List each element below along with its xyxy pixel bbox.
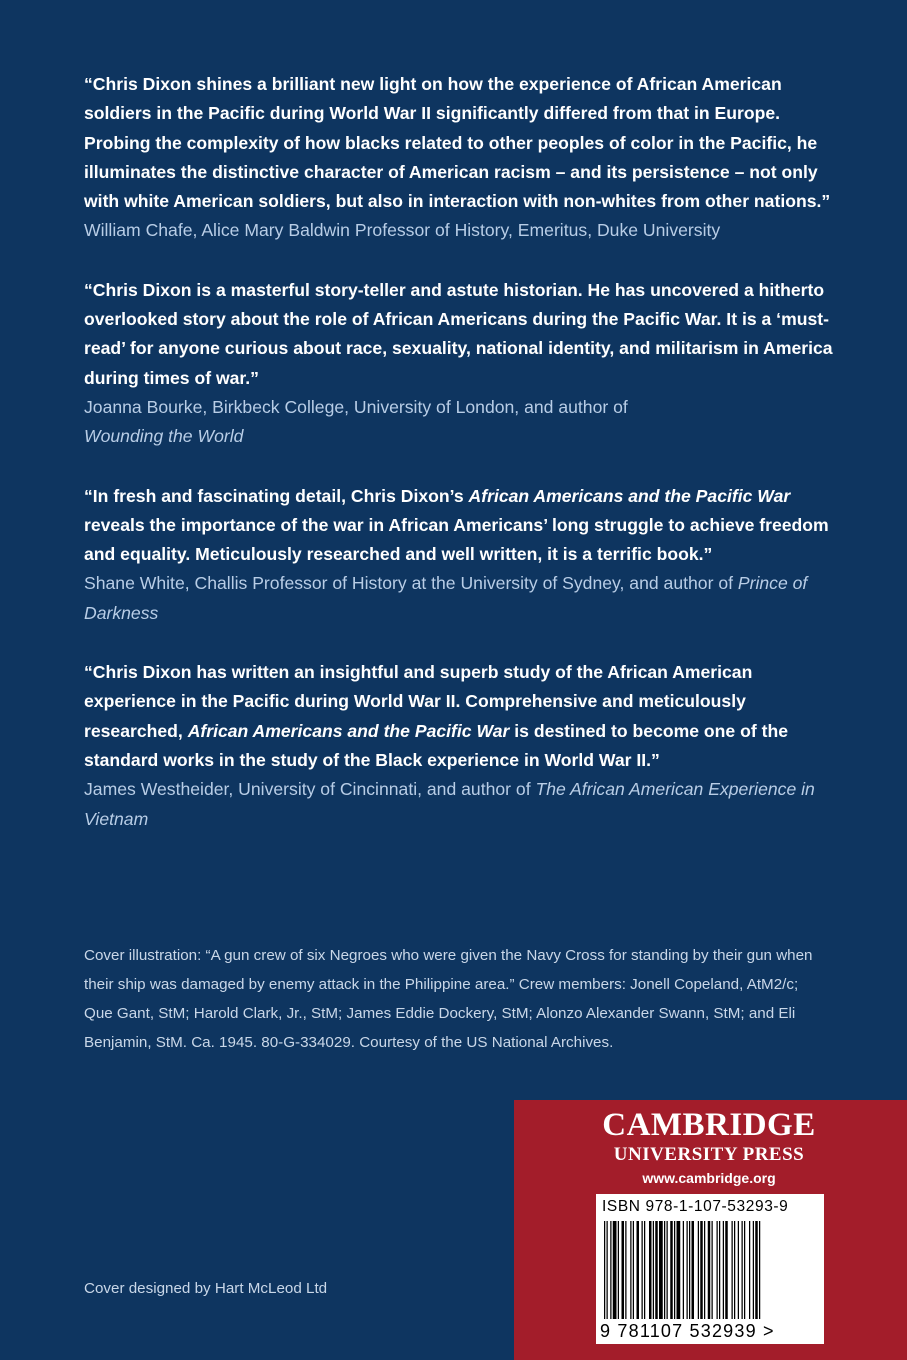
cover-designer-credit: Cover designed by Hart McLeod Ltd [84,1280,328,1297]
quote-text-before: “In fresh and fascinating detail, Chris Dixon’s [84,485,464,506]
publisher-panel [514,1100,907,1360]
barcode-bar [613,1221,617,1319]
barcode-bar [677,1221,681,1319]
barcode-bar [630,1221,631,1319]
barcode-bar [683,1221,684,1319]
barcode-bar [738,1221,739,1319]
barcode-bar [644,1221,645,1319]
book-title: Wounding the World [84,426,244,447]
quote-attribution: William Chafe, Alice Mary Baldwin Professor of History, Emeritus, Duke University [84,220,721,241]
barcode-bar [633,1221,634,1319]
quote-2 [84,276,834,452]
publisher-url: www.cambridge.org [642,1170,776,1186]
barcode-bar [655,1221,658,1319]
attribution-name: Shane White, Challis Professor of History at the University of Sydney, and author of [84,573,733,594]
barcode-bar [734,1221,735,1319]
quote-text [84,658,834,775]
quote-4 [84,658,834,834]
barcode-bar [618,1221,619,1319]
book-title: Prince of Darkness [84,573,808,623]
barcode-bar [667,1221,668,1319]
quote-text-before: “Chris Dixon has written an insightful and superb study of the African American experience in the Pacific during World War II. Comprehensive and meticulously researched, [84,662,753,741]
barcode [596,1194,824,1344]
barcode-bar [659,1221,663,1319]
quote-text-after: reveals the importance of the war in African Americans’ long struggle to achieve freedom and equality. Meticulously researched and well written, it is a terrific book.” [84,514,829,565]
barcode-bar [749,1221,750,1319]
quote-text [84,482,834,570]
barcode-bar [664,1221,665,1319]
quote-attribution [84,775,834,834]
quote-text: “Chris Dixon shines a brilliant new light on how the experience of African American soldiers in the Pacific during World War II significantly differed from that in Europe. Probing the complexity of how blacks related to other peoples of color in the Pacific, he illuminates the distinctive character of American racism – and its persistence – not only with white American soldiers, but also in interaction with non-whites from other nations.” [84,74,831,212]
attribution-name: James Westheider, University of Cincinnati, and author of [84,779,531,800]
quotes-section [84,70,834,864]
publisher-logo: CAMBRIDGE [602,1107,816,1143]
barcode-bar [723,1221,724,1319]
book-title: The African American Experience in Vietnam [84,779,815,829]
barcode-bar [604,1221,605,1319]
barcode-bar [607,1221,608,1319]
isbn-label: ISBN 978-1-107-53293-9 [602,1198,789,1215]
barcode-bar [653,1221,654,1319]
publisher-logo-subtitle: UNIVERSITY PRESS [613,1144,805,1165]
barcode-bar [759,1221,760,1319]
barcode-bar [704,1221,705,1319]
barcode-bar [689,1221,690,1319]
barcode-digits: 9 781107 532939 > [600,1321,775,1341]
barcode-bar [717,1221,718,1319]
barcode-bar [637,1221,640,1319]
quote-attribution [84,569,834,628]
attribution-name: Joanna Bourke, Birkbeck College, University of London, and author of [84,396,628,417]
barcode-bar [625,1221,626,1319]
quote-attribution [84,393,834,452]
barcode-bar [712,1221,713,1319]
barcode-bar [719,1221,720,1319]
quote-text: “Chris Dixon is a masterful story-teller and astute historian. He has uncovered a hitherto overlooked story about the role of African Americans during the Pacific War. It is a ‘must-read’ for anyone curious about race, sexuality, national identity, and militarism in America during times of war.” [84,279,833,388]
quote-text-after: is destined to become one of the standard works in the study of the Black experience in World War II.” [84,720,788,770]
book-title: African Americans and the Pacific War [468,485,791,506]
barcode-bar [692,1221,695,1319]
barcode-bar [670,1221,673,1319]
barcode-bar [725,1221,728,1319]
barcode-bar [753,1221,754,1319]
barcode-bar [674,1221,675,1319]
barcode-bar [642,1221,643,1319]
barcode-bar [698,1221,699,1319]
cover-illustration-caption: Cover illustration: “A gun crew of six Negroes who were given the Navy Cross for standing by their gun when their ship was damaged by enemy attack in the Philippine area.” Crew members: Jonell Copeland, AtM2/c; Que Gant, StM; Harold Clark, Jr., StM; James Eddie Dockery, StM; Alonzo Alexander Swann, StM; and Eli Benjamin, StM. Ca. 1945. 80-G-334029. Courtesy of the US National Archives. [84,947,813,1051]
quote-1 [84,70,834,246]
barcode-bar [755,1221,758,1319]
book-title: African Americans and the Pacific War [187,720,510,741]
barcode-bar [649,1221,652,1319]
barcode-bar [732,1221,733,1319]
barcode-bar [742,1221,743,1319]
barcode-bar [700,1221,703,1319]
barcode-bar [744,1221,745,1319]
barcode-bar [687,1221,688,1319]
quote-3 [84,482,834,628]
barcode-bar [622,1221,625,1319]
barcode-bar [610,1221,611,1319]
barcode-bars [602,1221,818,1319]
barcode-bar [708,1221,711,1319]
